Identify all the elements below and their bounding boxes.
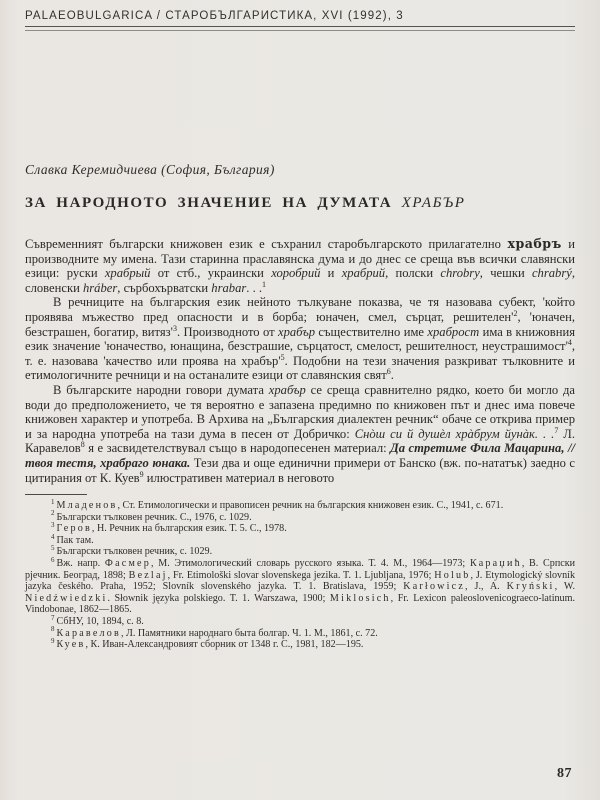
footnote: $^9$ Куев, К. Иван-Александровият сборник от 1348 г. С., 1981, 182—195. xyxy=(51,636,364,651)
footnote-marker: 5 xyxy=(51,544,55,553)
article-title-plain: ЗА НАРОДНОТО ЗНАЧЕНИЕ НА ДУМАТА xyxy=(25,195,393,211)
paragraph-3: В българските народни говори думата храбър се среща сравнително рядко, което би могло да води до предположението, че тя вероятно е запазена предимно по книжовен път и днес има повече книжовен характер и употреба. В Архива на „Българския диалектен речник“ обаче се открива пример и за народна употреба на тази дума в песен от Добричко: Снòш си й душèл хрàбрум йунàк. . .$^7$ Л. Каравелов$^8$ я е засвидетелствувал също в народопесенен материал: Да стретиме Фила Мацарина, // твоя тестя, храбраго юнака. Тези два и още единични примери от Банско (вж. по-нататък) заедно с цитирания от К. Куев$^9$ илюстративен материал в неговото xyxy=(25,382,576,485)
footnote-marker: 7 xyxy=(51,613,55,622)
footnotes-block xyxy=(25,497,576,651)
footnote-marker: 2 xyxy=(51,509,55,518)
footnote: $^8$ Каравелов, Л. Памятники народнаго быта болгар. Ч. 1. М., 1861, с. 72. xyxy=(51,625,378,639)
author-line: Славка Керемидчиева (София, България) xyxy=(25,162,275,177)
footnote-marker: 1 xyxy=(51,497,55,506)
footnote-marker: 9 xyxy=(51,636,55,645)
footnote-separator xyxy=(25,494,87,495)
journal-header: PALAEOBULGARICA / СТАРОБЪЛГАРИСТИКА, XVI (1992), 3 xyxy=(25,10,404,22)
page-number: 87 xyxy=(557,766,572,781)
footnote-marker: 3 xyxy=(51,520,55,529)
header-rule xyxy=(25,26,575,31)
footnote-marker: 4 xyxy=(51,532,55,541)
article-body xyxy=(25,237,575,485)
footnote-marker: 8 xyxy=(51,625,55,634)
footnote: $^6$ Вж. напр. Фасмер, М. Этимологический словарь русского языка. Т. 4. М., 1964—1973; Караџић, В. Српски рјечник. Београд, 1898; Bezlaj, Fr. Etimološki slovar slovenskega jezika. T. 1. Ljubljana, 1976; Holub, J. Etymologický slovník jazyka českého. Praha, 1952; Slovník slovenského jazyka. T. 1. Bratislava, 1959; Karłowicz, J., A. Kryński, W. Niedźwiedzki. Słownik języka polskiego. T. 1. Warszawa, 1900; Miklosich, Fr. Lexicon paleoslovenicograeco-latinum. Vindobonae, 1862—1865. xyxy=(25,555,576,616)
footnote: $^1$ Младенов, Ст. Етимологически и правописен речник на българския книжовен език. С., 1941, с. 671. xyxy=(51,497,504,512)
footnote: $^3$ Геров, Н. Речник на българския език. Т. 5. С., 1978. xyxy=(51,520,287,535)
footnote: $^2$ Български тълковен речник. С., 1976, с. 1029. xyxy=(51,509,252,523)
footnote-marker: 6 xyxy=(51,555,55,564)
paragraph-2: В речниците на българския език нейното тълкуване показва, че тя назовава субект, 'който проявява мъжество пред опасности и в борба; юначен, смел, сърцат, $решителен'^2$, 'юначен, безстрашен, богатир, $витяз'^3$. Производното от храбър съществително име храброст има в книжовния език значение 'юначество, юнащина, безстрашие, сърцатост, смелост, решителност, $неустрашимост'^4$, т. е. назовава 'качество или проява на $храбър'^5$. Подобни на тези значения разкриват тълковните и етимологичните речници и на останалите езици от славянския свят$^6$. xyxy=(25,295,576,383)
footnote: $^4$ Пак там. xyxy=(51,532,94,546)
paragraph-1: Съвременният български книжовен език е съхранил старобългарското прилагателно храбръ и производните му имена. Тази старинна праславянска дума и до днес се среща във всички славянски езици: руски храбрый от стб., украински хоробрий и храбрий, полски chrobry, чешки chrabrý, словенски hráber, сърбохърватски hrabar. . .$^1$ xyxy=(25,236,575,295)
footnote: $^7$ СбНУ, 10, 1894, с. 8. xyxy=(51,613,144,628)
article-title xyxy=(25,195,575,212)
article-title-keyword: ХРАБЪР xyxy=(401,195,466,211)
footnote: $^5$ Български тълковен речник, с. 1029. xyxy=(51,544,213,558)
